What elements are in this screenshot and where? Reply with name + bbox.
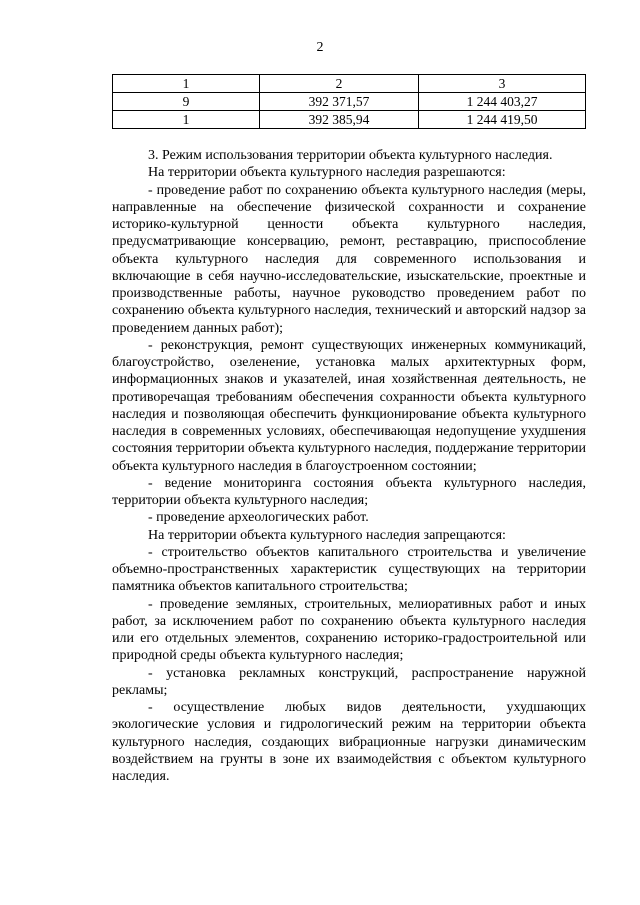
section-heading: 3. Режим использования территории объекта культурного наследия.	[148, 148, 553, 163]
table-cell: 392 371,57	[260, 93, 419, 111]
coordinates-table	[112, 74, 586, 129]
table-cell: 392 385,94	[260, 111, 419, 129]
table-cell: 1	[113, 75, 260, 93]
table-cell: 1 244 403,27	[419, 93, 586, 111]
paragraph: - осуществление любых видов деятельности, ухудшающих экологические условия и гидрологический режим на территории объекта культурного наследия, создающих вибрационные нагрузки динамическим воздействием на грунты в зоне их взаимодействия с объектом культурного наследия.	[112, 700, 586, 784]
table-cell: 1 244 419,50	[419, 111, 586, 129]
table-cell: 9	[113, 93, 260, 111]
table-header-row	[113, 75, 586, 93]
paragraph: На территории объекта культурного наследия запрещаются:	[148, 527, 506, 543]
paragraph: - проведение археологических работ.	[148, 510, 369, 526]
table-cell: 3	[419, 75, 586, 93]
paragraph: На территории объекта культурного наследия разрешаются:	[148, 165, 506, 181]
paragraph: - реконструкция, ремонт существующих инженерных коммуникаций, благоустройство, озеленение, установка малых архитектурных форм, информационных знаков и указателей, иная хозяйственная деятельность, не противоречащая требованиям обеспечения сохранности объекта культурного наследия и позволяющая обеспечить функционирование объекта культурного наследия в современных условиях, обеспечивающая недопущение ухудшения состояния территории объекта культурного наследия, поддержание территории объекта культурного наследия в благоустроенном состоянии;	[112, 337, 586, 474]
paragraph: - строительство объектов капитального строительства и увеличение объемно-пространственных характеристик существующих на территории памятника объектов капитального строительства;	[112, 544, 586, 595]
table-cell: 2	[260, 75, 419, 93]
table-row	[113, 111, 586, 129]
paragraph: - установка рекламных конструкций, распространение наружной рекламы;	[112, 665, 586, 698]
paragraph: - проведение работ по сохранению объекта культурного наследия (меры, направленные на обеспечение физической сохранности и сохранение историко-культурной ценности объекта культурного наследия, предусматривающие консервацию, ремонт, реставрацию, приспособление объекта культурного наследия для современного использования и включающие в себя научно-исследовательские, изыскательские, проектные и производственные работы, научное руководство проведением работ по сохранению объекта культурного наследия, технический и авторский надзор за проведением данных работ);	[112, 182, 586, 336]
document-body	[112, 147, 586, 785]
paragraph: - проведение земляных, строительных, мелиоративных работ и иных работ, за исключением работ по сохранению объекта культурного наследия или его отдельных элементов, сохранению историко-градостроительной или природной среды объекта культурного наследия;	[112, 596, 586, 664]
table-cell: 1	[113, 111, 260, 129]
page-number: 2	[316, 40, 324, 55]
table-row	[113, 93, 586, 111]
paragraph: - ведение мониторинга состояния объекта культурного наследия, территории объекта культурного наследия;	[112, 475, 586, 508]
